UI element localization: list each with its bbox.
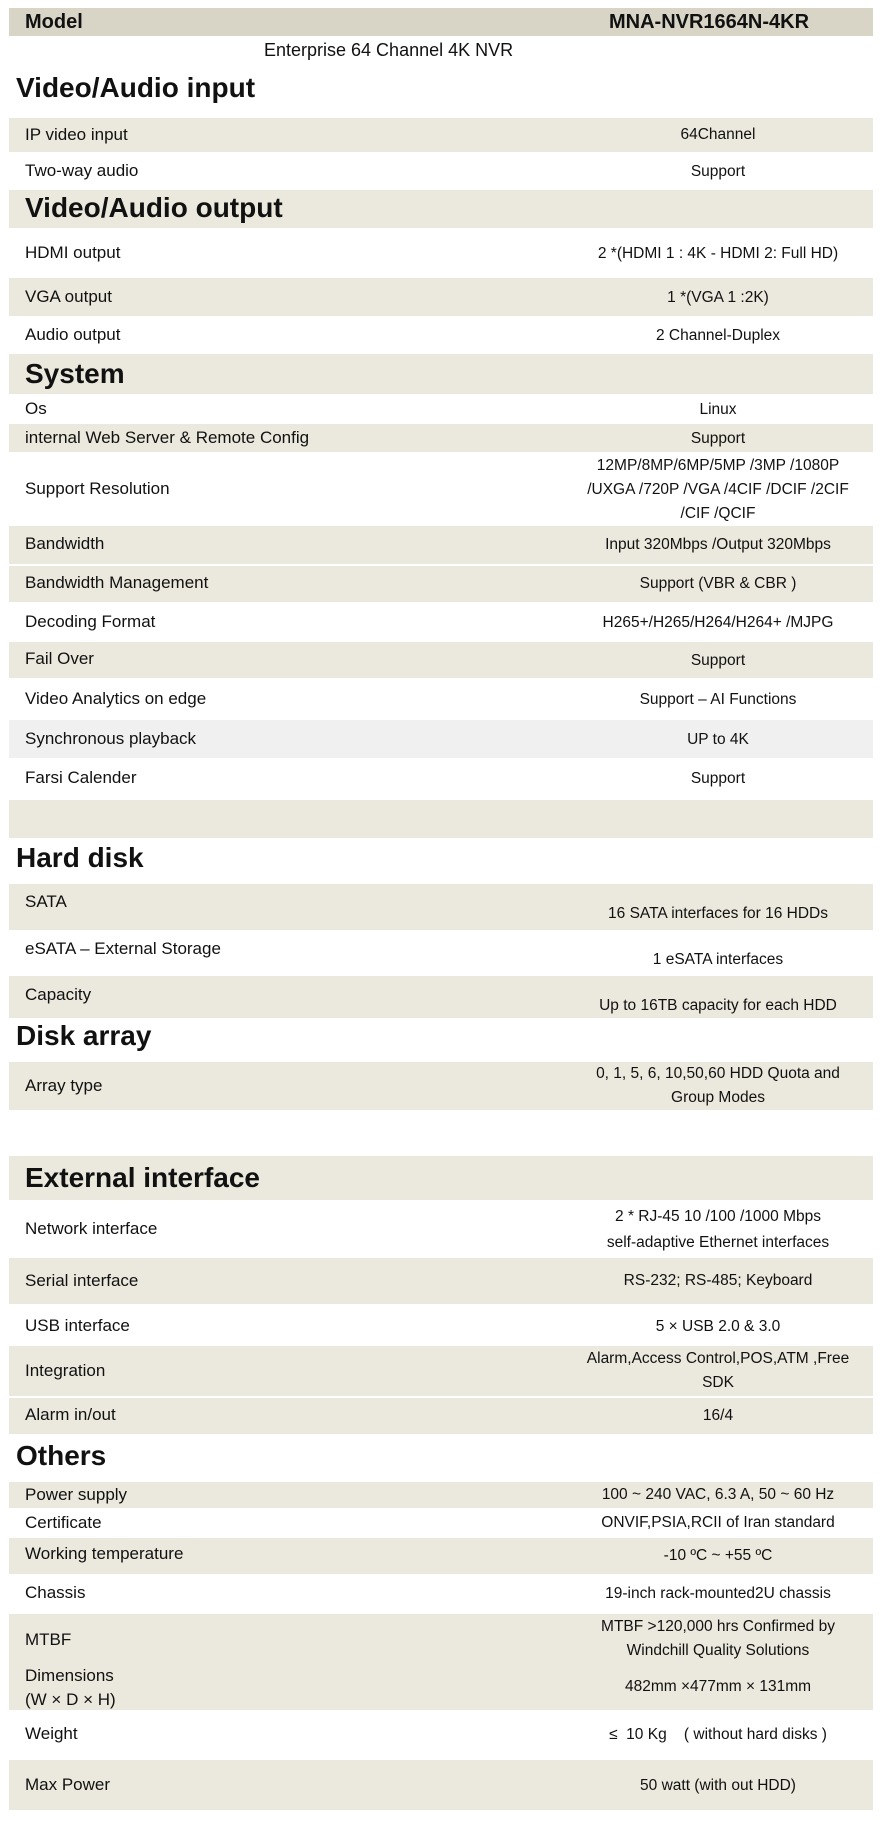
- spec-row-power-supply: [9, 1482, 873, 1508]
- spec-row-chassis: [9, 1576, 873, 1612]
- spec-label: IP video input: [25, 125, 128, 144]
- spec-value: Support: [690, 770, 746, 787]
- spec-label: [25, 1664, 116, 1712]
- spec-label-line: Dimensions: [25, 1666, 114, 1685]
- spec-row-max-power: [9, 1760, 873, 1810]
- spec-row-sata: [9, 884, 873, 930]
- spec-value: Linux: [699, 401, 737, 418]
- model-value: MNA-NVR1664N-4KR: [609, 11, 810, 33]
- spec-value: [547, 1062, 883, 1110]
- spec-row-os: [9, 396, 873, 422]
- spec-label: Weight: [25, 1724, 78, 1743]
- spec-label: Fail Over: [25, 649, 94, 668]
- spec-value: 50 watt (with out HDD): [640, 1777, 796, 1794]
- spec-row-usb-interface: [9, 1306, 873, 1344]
- spec-row-network-interface: [9, 1202, 873, 1256]
- section-heading-video-audio-output: Video/Audio output: [25, 192, 283, 223]
- section-heading-system: System: [25, 358, 125, 389]
- spec-value: 1 *(VGA 1 :2K): [667, 289, 769, 306]
- spec-value: 2 *(HDMI 1 : 4K - HDMI 2: Full HD): [597, 245, 839, 262]
- spec-row-audio-output: [9, 318, 873, 352]
- section-heading-disk-array: Disk array: [16, 1020, 152, 1051]
- spec-value-line: Windchill Quality Solutions: [626, 1642, 810, 1659]
- spec-label: Synchronous playback: [25, 729, 197, 748]
- spec-row-support-resolution: [9, 454, 873, 524]
- spec-row-capacity: [9, 976, 873, 1018]
- spec-value: H265+/H265/H264/H264+ /MJPG: [602, 614, 834, 631]
- spec-row-certificate: [9, 1510, 873, 1536]
- spec-value: 64Channel: [680, 126, 756, 143]
- spec-label-line: (W × D × H): [25, 1690, 116, 1709]
- spec-row-fail-over: [9, 642, 873, 678]
- spec-value-line: /UXGA /720P /VGA /4CIF /DCIF /2CIF: [587, 481, 849, 498]
- spec-row-bandwidth-management: [9, 566, 873, 602]
- spec-label: Os: [25, 399, 47, 418]
- spec-row-ip-video-input: [9, 118, 873, 152]
- spec-row-two-way-audio: [9, 154, 873, 188]
- spec-label: VGA output: [25, 287, 112, 306]
- model-label: Model: [25, 11, 83, 33]
- spec-label: USB interface: [25, 1316, 130, 1335]
- spec-label: Array type: [25, 1076, 103, 1095]
- model-row: [9, 8, 873, 36]
- spec-label: Alarm in/out: [25, 1405, 116, 1424]
- spec-value: ≤ 10 Kg ( without hard disks ): [609, 1726, 827, 1743]
- spec-value: Up to 16TB capacity for each HDD: [599, 997, 837, 1014]
- spec-label: Power supply: [25, 1485, 128, 1504]
- spec-row-esata: [9, 932, 873, 974]
- spec-value: 19-inch rack-mounted2U chassis: [605, 1585, 831, 1602]
- spec-value: [547, 1347, 883, 1395]
- spec-value-line: MTBF >120,000 hrs Confirmed by: [601, 1618, 835, 1635]
- spec-label: Certificate: [25, 1513, 102, 1532]
- section-band-video-audio-output: [9, 190, 873, 228]
- spec-value-line: 2 * RJ-45 10 /100 /1000 Mbps: [615, 1208, 821, 1225]
- spec-row-web-server: [9, 424, 873, 452]
- spec-row-decoding-format: [9, 604, 873, 640]
- spec-value: 100 ~ 240 VAC, 6.3 A, 50 ~ 60 Hz: [601, 1486, 835, 1503]
- spec-label: Chassis: [25, 1583, 86, 1602]
- spec-label: Bandwidth Management: [25, 573, 209, 592]
- spec-label: Max Power: [25, 1775, 111, 1794]
- spec-label: Working temperature: [25, 1544, 184, 1563]
- section-heading-video-audio-input: Video/Audio input: [16, 72, 256, 103]
- spec-value: Support: [690, 652, 746, 669]
- spec-value: Support – AI Functions: [639, 691, 797, 708]
- spec-label: HDMI output: [25, 243, 121, 262]
- spec-value-line: Group Modes: [671, 1089, 765, 1106]
- spec-value: 16 SATA interfaces for 16 HDDs: [608, 905, 828, 922]
- spec-row-weight: [9, 1712, 873, 1758]
- spec-value-line: SDK: [702, 1374, 734, 1391]
- spec-label: Integration: [25, 1361, 106, 1380]
- spec-value: 5 × USB 2.0 & 3.0: [655, 1318, 781, 1335]
- spec-value-line: 0, 1, 5, 6, 10,50,60 HDD Quota and: [596, 1065, 840, 1082]
- spec-label: Serial interface: [25, 1271, 139, 1290]
- spec-row-alarm-in-out: [9, 1398, 873, 1434]
- spec-value: 1 eSATA interfaces: [652, 951, 784, 968]
- spec-value: UP to 4K: [687, 731, 749, 748]
- spec-label: Capacity: [25, 985, 92, 1004]
- spec-label: Video Analytics on edge: [25, 689, 207, 708]
- section-heading-others: Others: [16, 1440, 107, 1471]
- spec-label: Network interface: [25, 1219, 158, 1238]
- section-band-system: [9, 354, 873, 394]
- spec-value-line: Alarm,Access Control,POS,ATM ,Free: [586, 1350, 850, 1367]
- spec-label: Audio output: [25, 325, 121, 344]
- spec-value: [547, 1204, 883, 1256]
- spec-value: 482mm ×477mm × 131mm: [624, 1678, 812, 1695]
- spec-label: Two-way audio: [25, 161, 139, 180]
- spec-row-serial-interface: [9, 1258, 873, 1304]
- spec-row-farsi-calender: [9, 760, 873, 798]
- spec-value: -10 ºC ~ +55 ºC: [663, 1547, 773, 1564]
- spec-value: Input 320Mbps /Output 320Mbps: [605, 536, 831, 553]
- spec-value-line: /CIF /QCIF: [680, 505, 756, 522]
- spec-value: 2 Channel-Duplex: [655, 327, 781, 344]
- spec-label: eSATA – External Storage: [25, 939, 221, 958]
- spec-row-hdmi-output: [9, 230, 873, 276]
- spec-value: [547, 1615, 883, 1663]
- spec-value-line: 12MP/8MP/6MP/5MP /3MP /1080P: [596, 457, 840, 474]
- spec-label: Decoding Format: [25, 612, 156, 631]
- spec-value: 16/4: [702, 1407, 734, 1424]
- spec-row-bandwidth: [9, 526, 873, 564]
- blank-row: [9, 800, 873, 838]
- spec-label: Support Resolution: [25, 479, 170, 498]
- spec-value: Support: [690, 430, 746, 447]
- spec-row-integration: [9, 1346, 873, 1396]
- spec-row-vga-output: [9, 278, 873, 316]
- spec-label: Bandwidth: [25, 534, 105, 553]
- product-subtitle: Enterprise 64 Channel 4K NVR: [264, 40, 514, 60]
- spec-value: Support: [690, 163, 746, 180]
- spec-row-working-temperature: [9, 1538, 873, 1574]
- spec-value-line: self-adaptive Ethernet interfaces: [606, 1234, 830, 1251]
- spec-value: Support (VBR & CBR ): [639, 575, 797, 592]
- spec-row-array-type: [9, 1062, 873, 1110]
- spec-value: ONVIF,PSIA,RCII of Iran standard: [601, 1514, 835, 1531]
- spec-value: [547, 454, 883, 526]
- spec-row-mtbf: [9, 1614, 873, 1664]
- spec-value: RS-232; RS-485; Keyboard: [623, 1272, 813, 1289]
- spec-label: MTBF: [25, 1630, 72, 1649]
- spec-label: internal Web Server & Remote Config: [25, 428, 310, 447]
- spec-row-video-analytics: [9, 680, 873, 718]
- section-band-external-interface: [9, 1156, 873, 1200]
- spec-label: SATA: [25, 892, 67, 911]
- spec-row-sync-playback: [9, 720, 873, 758]
- spec-label: Farsi Calender: [25, 768, 137, 787]
- section-heading-hard-disk: Hard disk: [16, 842, 144, 873]
- spec-row-dimensions: [9, 1664, 873, 1710]
- section-heading-external-interface: External interface: [25, 1162, 260, 1193]
